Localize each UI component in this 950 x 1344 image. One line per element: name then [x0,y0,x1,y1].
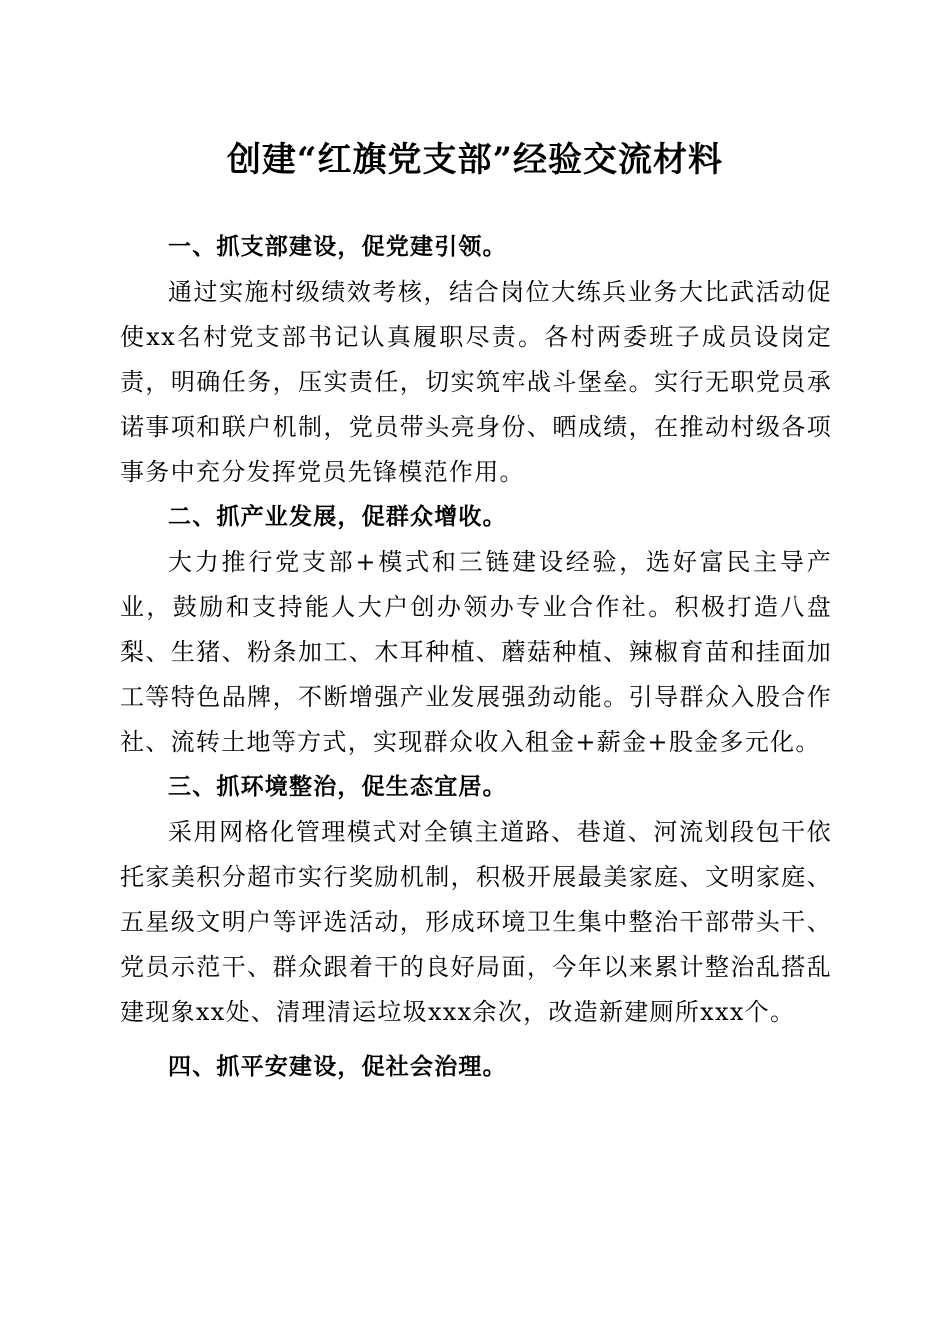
section-heading-3: 三、抓环境整治，促生态宜居。 [168,774,507,800]
document-body [120,225,832,1090]
section-paragraph-3: 采用网格化管理模式对全镇主道路、巷道、河流划段包干依托家美积分超市实行奖励机制，积极开展最美家庭、文明家庭、五星级文明户等评选活动，形成环境卫生集中整治干部带头干、党员示范干、群众跟着干的良好局面，今年以来累计整治乱搭乱建现象xx处、清理清运垃圾xxx余次，改造新建厕所xxx个。 [120,818,832,1026]
document-title: 创建“红旗党支部”经验交流材料 [226,140,724,180]
section-paragraph-1: 通过实施村级绩效考核，结合岗位大练兵业务大比武活动促使xx名村党支部书记认真履职尽责。各村两委班子成员设岗定责，明确任务，压实责任，切实筑牢战斗堡垒。实行无职党员承诺事项和联户机制，党员带头亮身份、晒成绩，在推动村级各项事务中充分发挥党员先锋模范作用。 [120,278,832,486]
section-heading-4: 四、抓平安建设，促社会治理。 [168,1054,507,1080]
section-heading-2: 二、抓产业发展，促群众增收。 [168,504,507,530]
section-heading-1: 一、抓支部建设，促党建引领。 [168,234,507,260]
section-paragraph-2: 大力推行党支部+模式和三链建设经验，选好富民主导产业，鼓励和支持能人大户创办领办专业合作社。积极打造八盘梨、生猪、粉条加工、木耳种植、蘑菇种植、辣椒育苗和挂面加工等特色品牌，不断增强产业发展强劲动能。引导群众入股合作社、流转土地等方式，实现群众收入租金+薪金+股金多元化。 [120,548,832,756]
